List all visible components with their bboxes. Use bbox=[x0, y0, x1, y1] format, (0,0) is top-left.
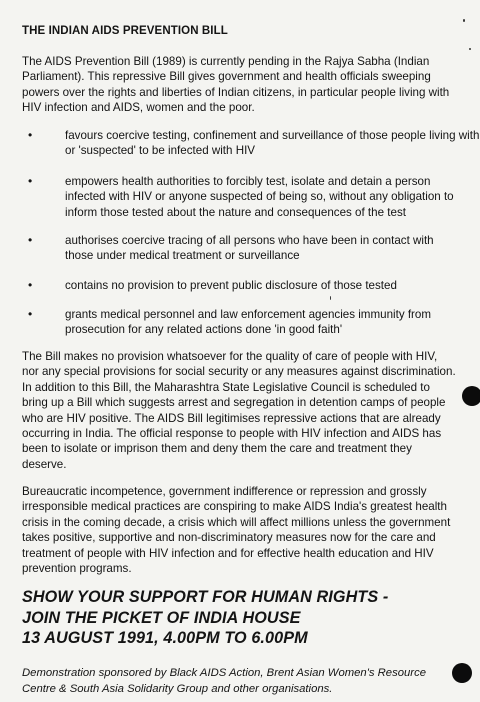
document-title: THE INDIAN AIDS PREVENTION BILL bbox=[22, 25, 228, 37]
slogan-line: JOIN THE PICKET OF INDIA HOUSE bbox=[22, 608, 301, 627]
paragraph-line: who are HIV positive. The AIDS Bill legitimises repressive actions that are already bbox=[22, 411, 441, 425]
bullet-marker: • bbox=[28, 278, 33, 292]
bullet-item bbox=[65, 174, 480, 220]
bullet-item bbox=[65, 233, 480, 264]
slogan-line: SHOW YOUR SUPPORT FOR HUMAN RIGHTS - bbox=[22, 588, 389, 606]
scan-speck bbox=[330, 296, 331, 300]
bullet-line: favours coercive testing, confinement and surveillance of those people living with bbox=[65, 129, 480, 142]
paragraph-line: occurring in India. The official response to people with HIV infection and AIDS has bbox=[22, 427, 442, 441]
scan-speck bbox=[469, 48, 471, 50]
footer-line: Centre & South Asia Solidarity Group and other organisations. bbox=[22, 682, 333, 695]
paragraph-line: The Bill makes no provision whatsoever for the quality of care of people with HIV, bbox=[22, 350, 438, 363]
punch-hole bbox=[452, 663, 472, 683]
paragraph-line: prevention programs. bbox=[22, 562, 132, 576]
slogan-line: 13 AUGUST 1991, 4.00PM TO 6.00PM bbox=[22, 629, 308, 647]
bullet-line: empowers health authorities to forcibly test, isolate and detain a person bbox=[65, 175, 431, 188]
bullet-line: contains no provision to prevent public disclosure of those tested bbox=[65, 279, 397, 292]
bullet-item bbox=[65, 307, 480, 338]
paragraph-line: Bureaucratic incompetence, government indifference or repression and grossly bbox=[22, 485, 427, 498]
intro-line: Parliament). This repressive Bill gives government and health officials sweeping bbox=[22, 70, 431, 84]
bullet-item bbox=[65, 128, 480, 159]
bullet-marker: • bbox=[28, 307, 33, 321]
intro-paragraph bbox=[22, 54, 480, 116]
punch-hole bbox=[462, 386, 480, 406]
bill-paragraph bbox=[22, 349, 480, 472]
footer-line: Demonstration sponsored by Black AIDS Action, Brent Asian Women's Resource bbox=[22, 667, 427, 679]
paragraph-line: In addition to this Bill, the Maharashtra State Legislative Council is scheduled to bbox=[22, 380, 430, 394]
paragraph-line: deserve. bbox=[22, 457, 67, 471]
sponsor-note bbox=[22, 666, 480, 697]
bullet-line: inform those tested about the nature and consequences of the test bbox=[65, 205, 406, 219]
paragraph-line: crisis in the coming decade, a crisis which will affect millions unless the government bbox=[22, 515, 451, 529]
call-to-action bbox=[22, 587, 480, 649]
bullet-line: authorises coercive tracing of all persons who have been in contact with bbox=[65, 234, 434, 247]
scan-speck bbox=[463, 19, 465, 22]
paragraph-line: irresponsible medical practices are conspiring to make AIDS India's greatest health bbox=[22, 500, 447, 514]
bullet-marker: • bbox=[28, 233, 33, 247]
bullet-marker: • bbox=[28, 174, 33, 188]
bullet-line: infected with HIV or anyone suspected of being so, without any obligation to bbox=[65, 190, 454, 204]
bullet-line: grants medical personnel and law enforcement agencies immunity from bbox=[65, 308, 432, 321]
bullet-line: prosecution for any related actions done 'in good faith' bbox=[65, 323, 343, 337]
paragraph-line: been to isolate or imprison them and deny them the care and treatment they bbox=[22, 442, 412, 456]
paragraph-line: bring up a Bill which suggests arrest and segregation in detention camps of people bbox=[22, 396, 446, 410]
bullet-marker: • bbox=[28, 128, 33, 142]
intro-line: HIV infection and AIDS, women and the poor. bbox=[22, 101, 255, 115]
paragraph-line: takes positive, supportive and non-discriminatory measures now for the care and bbox=[22, 531, 436, 545]
bullet-line: or 'suspected' to be infected with HIV bbox=[65, 144, 256, 158]
bullet-line: those under medical treatment or surveillance bbox=[65, 249, 300, 263]
bullet-item bbox=[65, 278, 480, 293]
paragraph-line: nor any special provisions for social security or any measures against discrimination. bbox=[22, 365, 456, 379]
paragraph-line: treatment of people with HIV infection and for effective health education and HIV bbox=[22, 546, 434, 560]
intro-line: The AIDS Prevention Bill (1989) is currently pending in the Rajya Sabha (Indian bbox=[22, 55, 430, 68]
intro-line: powers over the rights and liberties of Indian citizens, in particular people living with bbox=[22, 85, 450, 99]
crisis-paragraph bbox=[22, 484, 480, 576]
